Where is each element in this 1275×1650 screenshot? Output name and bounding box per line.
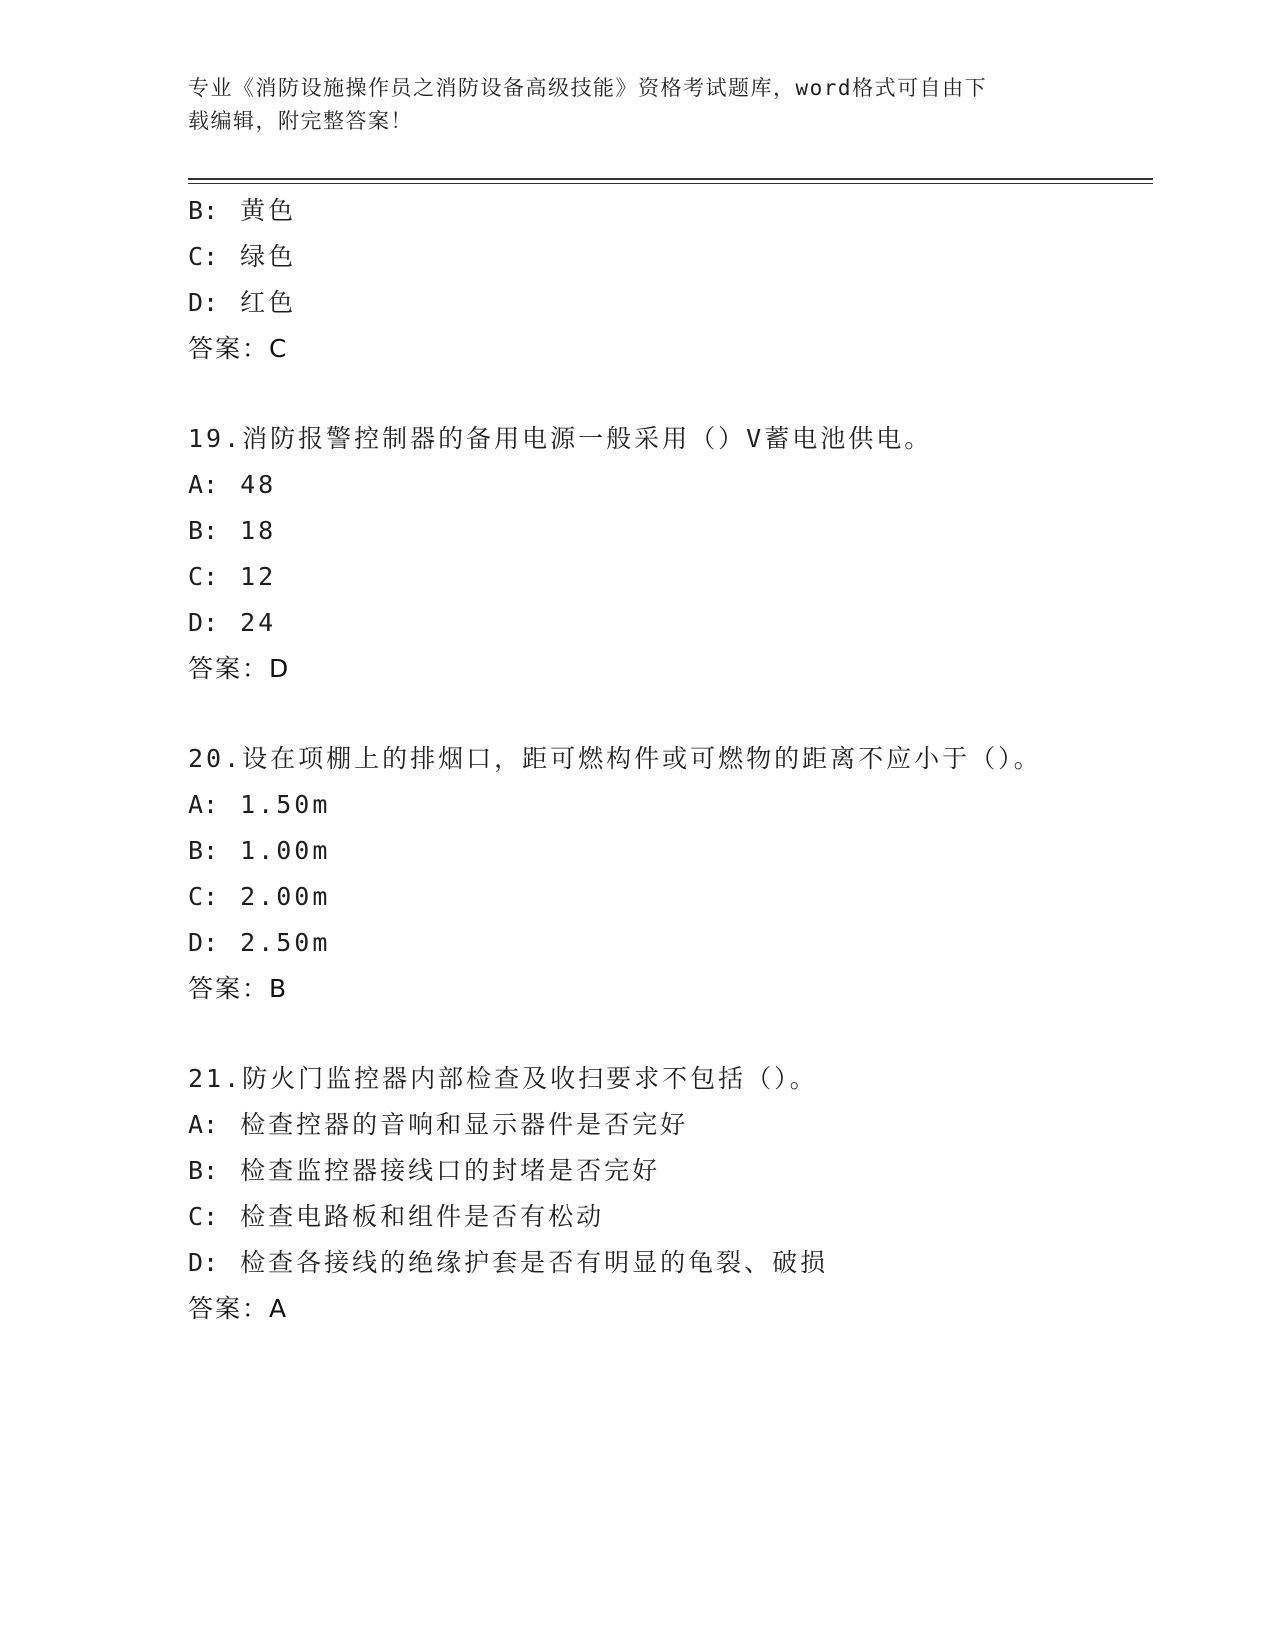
- option-d: [188, 600, 1148, 646]
- option-b: [188, 828, 1148, 874]
- question-stem: 21.防火门监控器内部检查及收扫要求不包括（）。: [188, 1064, 818, 1093]
- option-d: [188, 920, 1148, 966]
- answer-value: A: [269, 1294, 289, 1323]
- header-divider-thick: [188, 178, 1153, 180]
- option-letter: B:: [188, 836, 219, 865]
- option-d: [188, 1240, 1148, 1286]
- option-letter: C:: [188, 562, 219, 591]
- answer-line: [188, 1286, 1148, 1332]
- option-letter: A:: [188, 470, 219, 499]
- option-text: 1.00m: [240, 836, 331, 865]
- option-b: [188, 188, 1148, 234]
- option-b: [188, 1148, 1148, 1194]
- question-stem: 19.消防报警控制器的备用电源一般采用（）V蓄电池供电。: [188, 424, 933, 453]
- document-header: [188, 72, 1068, 138]
- option-c: [188, 1194, 1148, 1240]
- header-divider-thin: [188, 183, 1153, 184]
- option-letter: B:: [188, 1156, 219, 1185]
- option-text: 黄色: [240, 196, 297, 225]
- option-letter: B:: [188, 516, 219, 545]
- option-letter: D:: [188, 1248, 219, 1277]
- option-a: [188, 1102, 1148, 1148]
- option-text: 检查监控器接线口的封堵是否完好: [240, 1156, 661, 1185]
- option-letter: A:: [188, 790, 219, 819]
- answer-value: C: [269, 334, 289, 363]
- option-letter: C:: [188, 242, 219, 271]
- header-line-2: 载编辑，附完整答案！: [188, 109, 413, 133]
- answer-line: [188, 646, 1148, 692]
- question-20: [188, 736, 1148, 1012]
- option-letter: D:: [188, 608, 219, 637]
- answer-label: 答案：: [188, 1294, 270, 1323]
- option-text: 48: [240, 470, 277, 499]
- option-text: 红色: [240, 288, 297, 317]
- header-line-1: 专业《消防设施操作员之消防设备高级技能》资格考试题库，word格式可自由下: [188, 76, 988, 100]
- option-text: 2.00m: [240, 882, 331, 911]
- option-text: 1.50m: [240, 790, 331, 819]
- answer-line: [188, 326, 1148, 372]
- option-text: 18: [240, 516, 277, 545]
- answer-line: [188, 966, 1148, 1012]
- option-text: 检查控器的音响和显示器件是否完好: [240, 1110, 689, 1139]
- option-letter: D:: [188, 928, 219, 957]
- option-b: [188, 508, 1148, 554]
- option-text: 检查电路板和组件是否有松动: [240, 1202, 605, 1231]
- option-text: 检查各接线的绝缘护套是否有明显的龟裂、破损: [240, 1248, 829, 1277]
- question-18-continued: [188, 188, 1148, 372]
- answer-label: 答案：: [188, 334, 270, 363]
- answer-label: 答案：: [188, 974, 270, 1003]
- option-letter: B:: [188, 196, 219, 225]
- answer-value: B: [269, 974, 289, 1003]
- answer-value: D: [269, 654, 291, 683]
- option-text: 2.50m: [240, 928, 331, 957]
- answer-label: 答案：: [188, 654, 270, 683]
- question-list: [188, 188, 1148, 1332]
- option-d: [188, 280, 1148, 326]
- option-letter: C:: [188, 1202, 219, 1231]
- option-letter: A:: [188, 1110, 219, 1139]
- option-a: [188, 462, 1148, 508]
- question-stem: 20.设在项棚上的排烟口，距可燃构件或可燃物的距离不应小于（）。: [188, 744, 1042, 773]
- option-a: [188, 782, 1148, 828]
- question-21: [188, 1056, 1148, 1332]
- option-c: [188, 554, 1148, 600]
- option-text: 24: [240, 608, 277, 637]
- option-letter: D:: [188, 288, 219, 317]
- option-c: [188, 874, 1148, 920]
- question-19: [188, 416, 1148, 692]
- option-c: [188, 234, 1148, 280]
- option-text: 绿色: [240, 242, 297, 271]
- option-text: 12: [240, 562, 277, 591]
- option-letter: C:: [188, 882, 219, 911]
